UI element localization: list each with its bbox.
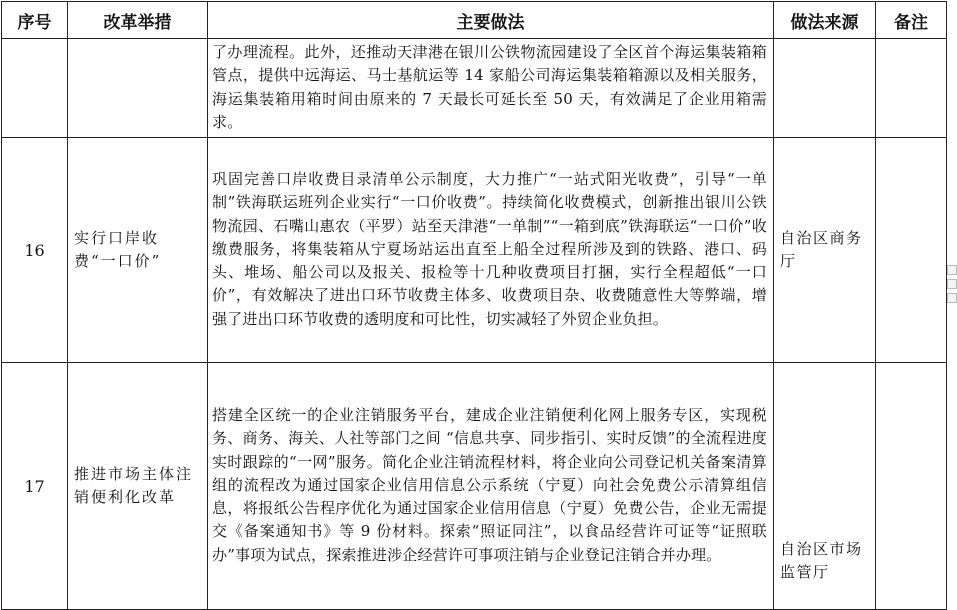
row-practice: 了办理流程。此外，还推动天津港在银川公铁物流园建设了全区首个海运集装箱箱管点，提供中远海运、马士基航运等 14 家船公司海运集装箱箱源以及相关服务，海运集装箱用箱时间由原来的 7 天最长可延长至 50 天，有效满足了企业用箱需求。 xyxy=(208,39,774,138)
row-measure: 推进市场主体注销便利化改革 xyxy=(68,363,208,610)
header-number: 序号 xyxy=(2,2,68,39)
row-measure: 实行口岸收费“一口价” xyxy=(68,138,208,363)
table-row xyxy=(2,138,947,363)
row-measure xyxy=(68,39,208,138)
row-number: 16 xyxy=(2,138,68,363)
table-row xyxy=(2,39,947,138)
scroll-marker-icon xyxy=(947,279,957,289)
row-practice: 巩固完善口岸收费目录清单公示制度，大力推广“一站式阳光收费”，引导“一单制”铁海联运班列企业实行“一口价收费”。持续简化收费模式，创新推出银川公铁物流园、石嘴山惠农（平罗）站至天津港“一单制”“一箱到底”铁海联运“一口价”收缴费服务，将集装箱从宁夏场站运出直至上船全过程所涉及到的铁路、港口、码头、堆场、船公司以及报关、报检等十几种收费项目打捆，实行全程超低“一口价”，有效解决了进出口环节收费主体多、收费项目杂、收费随意性大等弊端，增强了进出口环节收费的透明度和可比性，切实减轻了外贸企业负担。 xyxy=(208,138,774,363)
row-source: 自治区市场监管厅 xyxy=(774,363,876,610)
header-remark: 备注 xyxy=(876,2,947,39)
reform-measures-table xyxy=(1,1,947,610)
row-remark xyxy=(876,363,947,610)
row-number xyxy=(2,39,68,138)
row-remark xyxy=(876,39,947,138)
header-row xyxy=(2,2,947,39)
table-row xyxy=(2,363,947,610)
row-number: 17 xyxy=(2,363,68,610)
header-source: 做法来源 xyxy=(774,2,876,39)
row-remark xyxy=(876,138,947,363)
scroll-marker-icon xyxy=(947,265,957,275)
row-source xyxy=(774,39,876,138)
row-source: 自治区商务厅 xyxy=(774,138,876,363)
header-practice: 主要做法 xyxy=(208,2,774,39)
header-measure: 改革举措 xyxy=(68,2,208,39)
scroll-marker-icon xyxy=(947,293,957,303)
row-practice: 搭建全区统一的企业注销服务平台，建成企业注销便利化网上服务专区，实现税务、商务、海关、人社等部门之间 “信息共享、同步指引、实时反馈”的全流程进度实时跟踪的“一网”服务。简化企业注销流程材料，将企业向公司登记机关备案清算组的流程改为通过国家企业信用信息公示系统（宁夏）向社会免费公示清算组信息，将报纸公告程序优化为通过国家企业信用信息（宁夏）免费公告，企业无需提交《备案通知书》等 9 份材料。探索“照证同注”，以食品经营许可证等“证照联办”事项为试点，探索推进涉企经营许可事项注销与企业登记注销合并办理。 xyxy=(208,363,774,610)
scroll-handle[interactable] xyxy=(947,265,957,325)
